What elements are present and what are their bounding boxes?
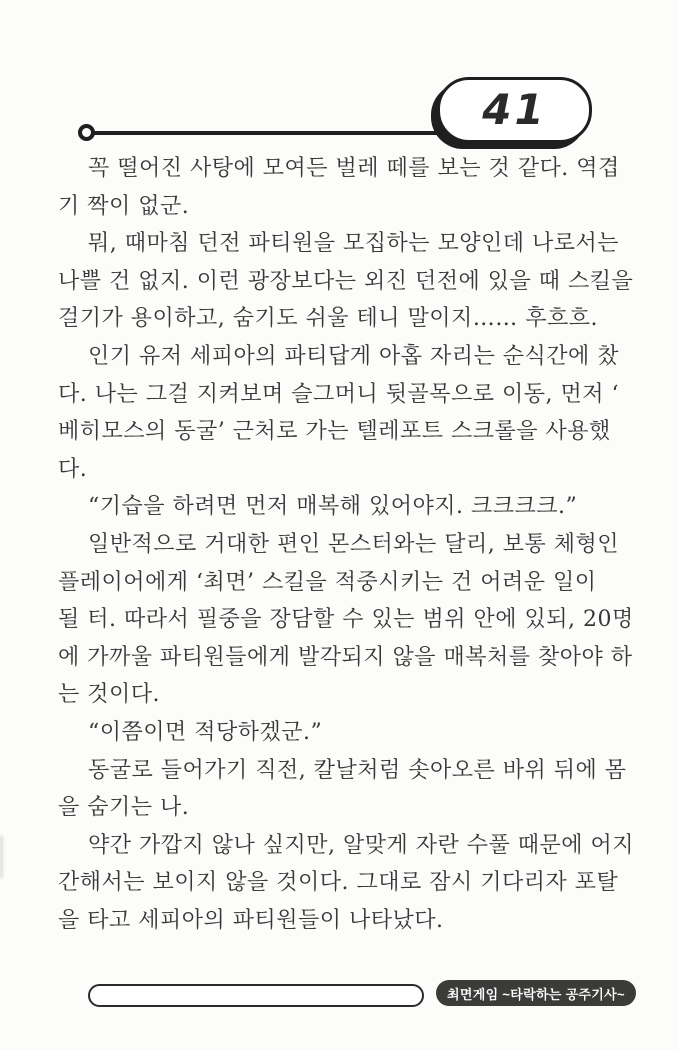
page-number: 41 [482,84,547,134]
text-line: 걸기가 용이하고, 숨기도 쉬울 테니 말이지…… 후흐흐. [58,306,598,332]
scan-artifact [0,836,3,878]
text-line: 플레이어에게 ‘최면’ 스킬을 적중시키는 건 어려운 일이 [58,569,597,595]
text-line: 꼭 떨어진 사탕에 모여든 벌레 떼를 보는 것 같다. 역겹 [88,156,620,181]
text-line: “이쯤이면 적당하겠군.” [88,719,323,745]
text-line: 간해서는 보이지 않을 것이다. 그대로 잠시 기다리자 포탈 [58,870,619,896]
text-line: 다. 나는 그걸 지켜보며 슬그머니 뒷골목으로 이동, 먼저 ‘ [58,381,619,407]
text-line: 뭐, 때마침 던전 파티원을 모집하는 모양인데 나로서는 [88,231,619,257]
text-line: 일반적으로 거대한 편인 몬스터와는 달리, 보통 체형인 [88,531,619,557]
text-line: 다. [58,456,88,482]
text-line: 베히모스의 동굴’ 근처로 가는 텔레포트 스크롤을 사용했 [58,419,611,445]
header-rule [91,131,443,135]
text-line: “기습을 하려면 먼저 매복해 있어야지. 크크크크.” [88,494,578,520]
text-line: 나쁠 건 없지. 이런 광장보다는 외진 던전에 있을 때 스킬을 [58,268,634,294]
body-text [58,150,662,939]
text-line: 는 것이다. [58,682,160,708]
footer-rule-pill [88,984,424,1007]
text-line: 기 짝이 없군. [58,193,190,219]
text-line: 에 가까울 파티원들에게 발각되지 않을 매복처를 찾아야 하 [58,644,633,670]
text-line: 약간 가깝지 않나 싶지만, 알맞게 자란 수풀 때문에 어지 [88,832,634,858]
text-line: 될 터. 따라서 필중을 장담할 수 있는 범위 안에 있되, 20명 [58,607,634,633]
text-line: 을 타고 세피아의 파티원들이 나타났다. [58,907,444,933]
text-line: 인기 유저 세피아의 파티답게 아홉 자리는 순식간에 찼 [88,343,619,369]
page-number-pill [437,77,592,143]
series-badge [436,980,636,1006]
series-badge-label: 최면게임 ~타락하는 공주기사~ [447,986,625,1002]
text-line: 동굴로 들어가기 직전, 칼날처럼 솟아오른 바위 뒤에 몸 [88,757,627,783]
text-line: 을 숨기는 나. [58,795,190,821]
